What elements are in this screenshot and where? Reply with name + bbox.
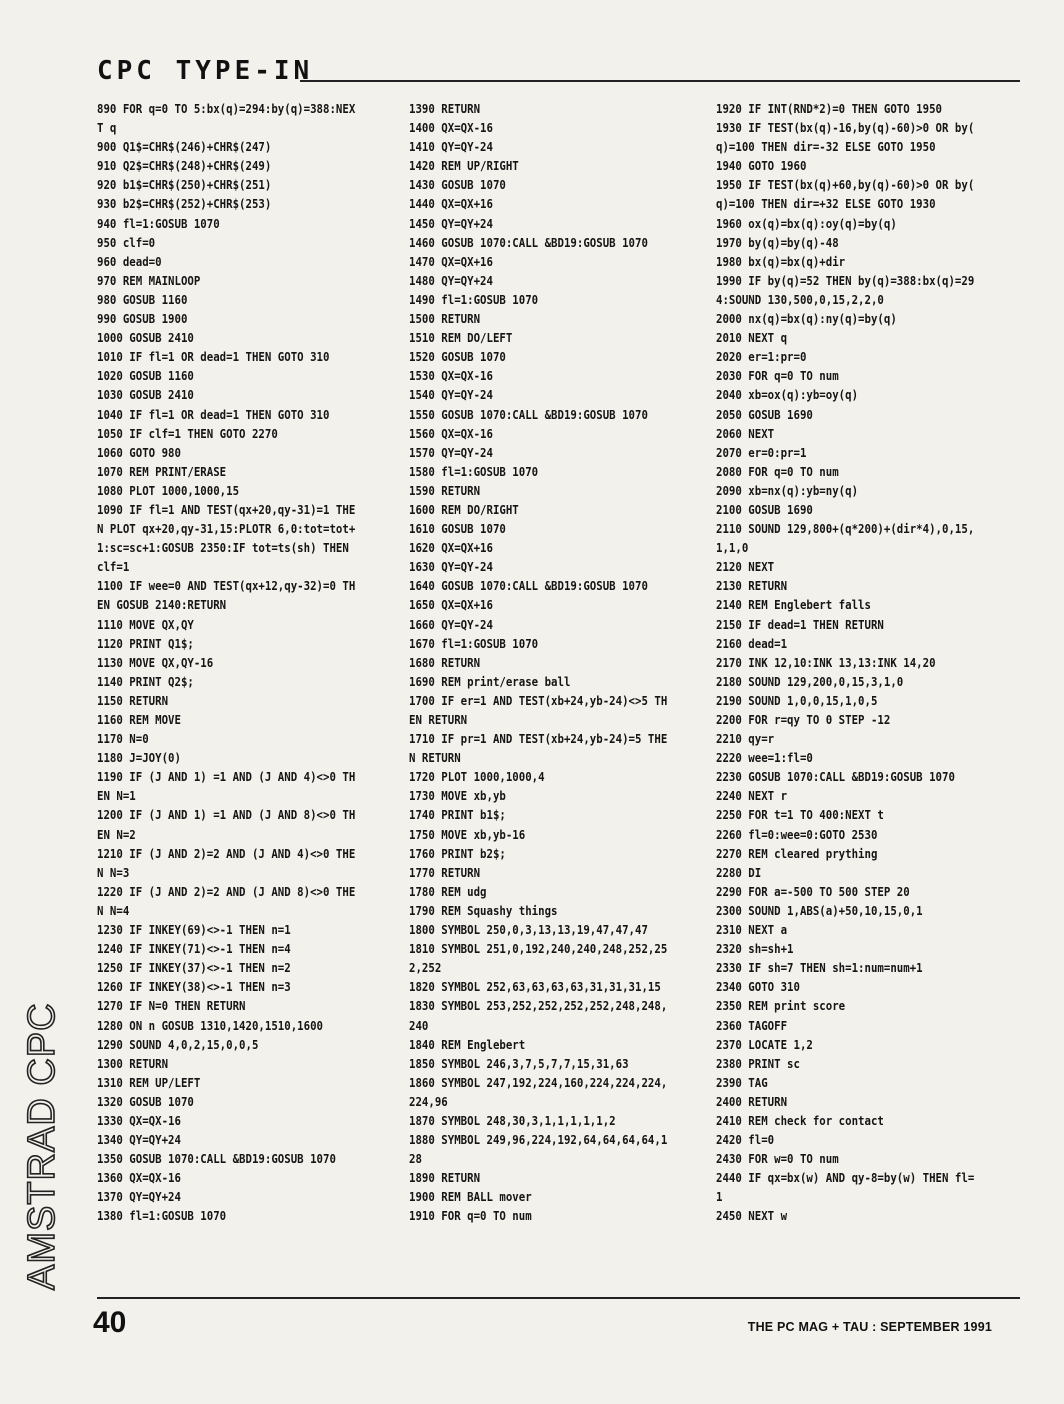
code-line: 2240 NEXT r bbox=[716, 789, 788, 804]
code-line: 2180 SOUND 129,200,0,15,3,1,0 bbox=[716, 674, 904, 689]
code-line: 1200 IF (J AND 1) =1 AND (J AND 8)<>0 TH bbox=[97, 808, 356, 823]
footer-rule bbox=[97, 1297, 1020, 1299]
code-line: 2070 er=0:pr=1 bbox=[716, 445, 807, 460]
code-line: 2350 REM print score bbox=[716, 999, 846, 1014]
code-line: 1680 RETURN bbox=[409, 655, 481, 670]
code-line: 1810 SYMBOL 251,0,192,240,240,248,252,25 bbox=[409, 942, 668, 957]
code-line: 1330 QX=QX-16 bbox=[97, 1113, 181, 1128]
code-line: 1150 RETURN bbox=[97, 693, 169, 708]
code-line: 900 Q1$=CHR$(246)+CHR$(247) bbox=[97, 140, 272, 155]
code-line: EN N=2 bbox=[97, 827, 136, 842]
code-line: 950 clf=0 bbox=[97, 235, 156, 250]
code-line: 940 fl=1:GOSUB 1070 bbox=[97, 216, 220, 231]
code-line: 1880 SYMBOL 249,96,224,192,64,64,64,64,1 bbox=[409, 1133, 668, 1148]
code-line: clf=1 bbox=[97, 560, 130, 575]
code-line: 1260 IF INKEY(38)<>-1 THEN n=3 bbox=[97, 980, 291, 995]
code-line: 1440 QX=QX+16 bbox=[409, 197, 493, 212]
code-line: 1930 IF TEST(bx(q)-16,by(q)-60)>0 OR by( bbox=[716, 121, 975, 136]
code-line: 1020 GOSUB 1160 bbox=[97, 369, 194, 384]
code-line: 1750 MOVE xb,yb-16 bbox=[409, 827, 526, 842]
code-line: 1720 PLOT 1000,1000,4 bbox=[409, 770, 545, 785]
code-line: 970 REM MAINLOOP bbox=[97, 273, 201, 288]
code-line: 1730 MOVE xb,yb bbox=[409, 789, 506, 804]
code-line: 1480 QY=QY+24 bbox=[409, 273, 493, 288]
code-line: q)=100 THEN dir=-32 ELSE GOTO 1950 bbox=[716, 140, 936, 155]
code-line: 2310 NEXT a bbox=[716, 923, 788, 938]
code-line: 1310 REM UP/LEFT bbox=[97, 1075, 201, 1090]
code-line: 1180 J=JOY(0) bbox=[97, 751, 181, 766]
code-line: 1340 QY=QY+24 bbox=[97, 1133, 181, 1148]
code-line: 2430 FOR w=0 TO num bbox=[716, 1152, 839, 1167]
code-line: 1960 ox(q)=bx(q):oy(q)=by(q) bbox=[716, 216, 897, 231]
code-line: 1080 PLOT 1000,1000,15 bbox=[97, 483, 240, 498]
code-line: 990 GOSUB 1900 bbox=[97, 312, 188, 327]
code-line: 1300 RETURN bbox=[97, 1056, 169, 1071]
code-line: 1430 GOSUB 1070 bbox=[409, 178, 506, 193]
code-line: 1860 SYMBOL 247,192,224,160,224,224,224, bbox=[409, 1075, 668, 1090]
code-line: 1400 QX=QX-16 bbox=[409, 121, 493, 136]
code-line: 1640 GOSUB 1070:CALL &BD19:GOSUB 1070 bbox=[409, 579, 648, 594]
code-line: 2000 nx(q)=bx(q):ny(q)=by(q) bbox=[716, 312, 897, 327]
code-line: 2050 GOSUB 1690 bbox=[716, 407, 813, 422]
code-line: 1 bbox=[716, 1190, 723, 1205]
code-line: 2370 LOCATE 1,2 bbox=[716, 1037, 813, 1052]
code-line: 1290 SOUND 4,0,2,15,0,0,5 bbox=[97, 1037, 259, 1052]
code-line: 1010 IF fl=1 OR dead=1 THEN GOTO 310 bbox=[97, 350, 330, 365]
code-line: 1520 GOSUB 1070 bbox=[409, 350, 506, 365]
code-line: 1460 GOSUB 1070:CALL &BD19:GOSUB 1070 bbox=[409, 235, 648, 250]
code-line: 1070 REM PRINT/ERASE bbox=[97, 464, 227, 479]
code-line: 960 dead=0 bbox=[97, 254, 162, 269]
code-line: 1390 RETURN bbox=[409, 102, 481, 116]
code-line: EN N=1 bbox=[97, 789, 136, 804]
code-line: 1550 GOSUB 1070:CALL &BD19:GOSUB 1070 bbox=[409, 407, 648, 422]
code-line: 1420 REM UP/RIGHT bbox=[409, 159, 519, 174]
code-line: 1600 REM DO/RIGHT bbox=[409, 502, 519, 517]
code-line: q)=100 THEN dir=+32 ELSE GOTO 1930 bbox=[716, 197, 936, 212]
code-line: 920 b1$=CHR$(250)+CHR$(251) bbox=[97, 178, 272, 193]
code-line: 2230 GOSUB 1070:CALL &BD19:GOSUB 1070 bbox=[716, 770, 955, 785]
code-line: 2390 TAG bbox=[716, 1075, 768, 1090]
code-line: 2400 RETURN bbox=[716, 1094, 788, 1109]
code-line: 1240 IF INKEY(71)<>-1 THEN n=4 bbox=[97, 942, 291, 957]
code-line: 2320 sh=sh+1 bbox=[716, 942, 794, 957]
code-line: 1490 fl=1:GOSUB 1070 bbox=[409, 292, 539, 307]
code-line: 1580 fl=1:GOSUB 1070 bbox=[409, 464, 539, 479]
code-line: 1650 QX=QX+16 bbox=[409, 598, 493, 613]
code-line: 1770 RETURN bbox=[409, 865, 481, 880]
code-line: 2330 IF sh=7 THEN sh=1:num=num+1 bbox=[716, 961, 923, 976]
code-line: 2280 DI bbox=[716, 865, 762, 880]
code-line: 1560 QX=QX-16 bbox=[409, 426, 493, 441]
code-line: 2340 GOTO 310 bbox=[716, 980, 800, 995]
code-line: 1000 GOSUB 2410 bbox=[97, 331, 194, 346]
page-header-title: CPC TYPE-IN bbox=[97, 56, 314, 86]
code-line: 1870 SYMBOL 248,30,3,1,1,1,1,1,2 bbox=[409, 1113, 616, 1128]
code-line: 1120 PRINT Q1$; bbox=[97, 636, 194, 651]
code-line: 1740 PRINT b1$; bbox=[409, 808, 506, 823]
code-line: 1470 QX=QX+16 bbox=[409, 254, 493, 269]
code-line: 1790 REM Squashy things bbox=[409, 903, 558, 918]
code-line: 2040 xb=ox(q):yb=oy(q) bbox=[716, 388, 859, 403]
code-line: 2140 REM Englebert falls bbox=[716, 598, 871, 613]
side-section-label: AMSTRAD CPC bbox=[21, 1002, 63, 1290]
code-line: 1950 IF TEST(bx(q)+60,by(q)-60)>0 OR by( bbox=[716, 178, 975, 193]
code-line: 890 FOR q=0 TO 5:bx(q)=294:by(q)=388:NEX bbox=[97, 102, 356, 116]
code-line: EN GOSUB 2140:RETURN bbox=[97, 598, 227, 613]
code-line: 2080 FOR q=0 TO num bbox=[716, 464, 839, 479]
header-rule bbox=[300, 80, 1020, 82]
code-line: 1450 QY=QY+24 bbox=[409, 216, 493, 231]
code-line: 1040 IF fl=1 OR dead=1 THEN GOTO 310 bbox=[97, 407, 330, 422]
code-line: 2020 er=1:pr=0 bbox=[716, 350, 807, 365]
code-line: 1610 GOSUB 1070 bbox=[409, 522, 506, 537]
code-line: 2220 wee=1:fl=0 bbox=[716, 751, 813, 766]
code-line: 1540 QY=QY-24 bbox=[409, 388, 493, 403]
code-line: 1530 QX=QX-16 bbox=[409, 369, 493, 384]
code-line: 1850 SYMBOL 246,3,7,5,7,7,15,31,63 bbox=[409, 1056, 629, 1071]
code-line: 2130 RETURN bbox=[716, 579, 788, 594]
code-line: 2200 FOR r=qy TO 0 STEP -12 bbox=[716, 713, 891, 727]
code-line: 1280 ON n GOSUB 1310,1420,1510,1600 bbox=[97, 1018, 323, 1033]
code-line: 980 GOSUB 1160 bbox=[97, 292, 188, 307]
code-line: 2260 fl=0:wee=0:GOTO 2530 bbox=[716, 827, 878, 842]
code-line: 1:sc=sc+1:GOSUB 2350:IF tot=ts(sh) THEN bbox=[97, 541, 349, 556]
code-line: 2170 INK 12,10:INK 13,13:INK 14,20 bbox=[716, 655, 936, 670]
code-line: 1,1,0 bbox=[716, 541, 749, 556]
code-line: 1210 IF (J AND 2)=2 AND (J AND 4)<>0 THE bbox=[97, 846, 356, 861]
code-line: 4:SOUND 130,500,0,15,2,2,0 bbox=[716, 292, 884, 307]
code-line: 1660 QY=QY-24 bbox=[409, 617, 493, 632]
code-line: 2290 FOR a=-500 TO 500 STEP 20 bbox=[716, 884, 910, 899]
code-line: 1820 SYMBOL 252,63,63,63,63,31,31,31,15 bbox=[409, 980, 661, 995]
code-line: 1050 IF clf=1 THEN GOTO 2270 bbox=[97, 426, 278, 441]
code-line: 1780 REM udg bbox=[409, 884, 487, 899]
code-line: 1230 IF INKEY(69)<>-1 THEN n=1 bbox=[97, 923, 291, 938]
code-line: 1970 by(q)=by(q)-48 bbox=[716, 235, 839, 250]
code-line: 1840 REM Englebert bbox=[409, 1037, 526, 1052]
code-line: 1620 QX=QX+16 bbox=[409, 541, 493, 556]
code-line: 2060 NEXT bbox=[716, 426, 775, 441]
code-line: 1630 QY=QY-24 bbox=[409, 560, 493, 575]
code-line: 1900 REM BALL mover bbox=[409, 1190, 532, 1205]
code-line: 2110 SOUND 129,800+(q*200)+(dir*4),0,15, bbox=[716, 522, 975, 537]
code-line: 1670 fl=1:GOSUB 1070 bbox=[409, 636, 539, 651]
code-line: 1100 IF wee=0 AND TEST(qx+12,qy-32)=0 TH bbox=[97, 579, 356, 594]
code-line: 1980 bx(q)=bx(q)+dir bbox=[716, 254, 846, 269]
code-line: 1140 PRINT Q2$; bbox=[97, 674, 194, 689]
listing-column-3 bbox=[716, 100, 974, 1227]
code-line: 1190 IF (J AND 1) =1 AND (J AND 4)<>0 TH bbox=[97, 770, 356, 785]
code-line: 1700 IF er=1 AND TEST(xb+24,yb-24)<>5 TH bbox=[409, 693, 668, 708]
code-line: 2,252 bbox=[409, 961, 442, 976]
code-line: 28 bbox=[409, 1152, 422, 1167]
code-line: 1250 IF INKEY(37)<>-1 THEN n=2 bbox=[97, 961, 291, 976]
code-line: 1990 IF by(q)=52 THEN by(q)=388:bx(q)=29 bbox=[716, 273, 975, 288]
code-line: 2160 dead=1 bbox=[716, 636, 788, 651]
code-line: 2250 FOR t=1 TO 400:NEXT t bbox=[716, 808, 884, 823]
code-line: 2210 qy=r bbox=[716, 732, 775, 747]
code-line: 2410 REM check for contact bbox=[716, 1113, 884, 1128]
code-line: 1570 QY=QY-24 bbox=[409, 445, 493, 460]
code-line: 1060 GOTO 980 bbox=[97, 445, 181, 460]
code-line: 1380 fl=1:GOSUB 1070 bbox=[97, 1209, 227, 1224]
code-line: EN RETURN bbox=[409, 713, 468, 727]
listing-column-1 bbox=[97, 100, 355, 1227]
code-line: 930 b2$=CHR$(252)+CHR$(253) bbox=[97, 197, 272, 212]
code-line: 2030 FOR q=0 TO num bbox=[716, 369, 839, 384]
code-line: 910 Q2$=CHR$(248)+CHR$(249) bbox=[97, 159, 272, 174]
code-line: 2270 REM cleared prything bbox=[716, 846, 878, 861]
code-line: 1030 GOSUB 2410 bbox=[97, 388, 194, 403]
code-line: 240 bbox=[409, 1018, 429, 1033]
code-line: 224,96 bbox=[409, 1094, 448, 1109]
code-line: 1910 FOR q=0 TO num bbox=[409, 1209, 532, 1224]
code-line: 1110 MOVE QX,QY bbox=[97, 617, 194, 632]
code-line: 1320 GOSUB 1070 bbox=[97, 1094, 194, 1109]
code-line: 2010 NEXT q bbox=[716, 331, 788, 346]
code-line: 1270 IF N=0 THEN RETURN bbox=[97, 999, 246, 1014]
code-line: 2360 TAGOFF bbox=[716, 1018, 788, 1033]
code-line: 1500 RETURN bbox=[409, 312, 481, 327]
code-line: N N=4 bbox=[97, 903, 130, 918]
code-line: 2190 SOUND 1,0,0,15,1,0,5 bbox=[716, 693, 878, 708]
code-line: 1760 PRINT b2$; bbox=[409, 846, 506, 861]
code-line: 1410 QY=QY-24 bbox=[409, 140, 493, 155]
code-line: 1710 IF pr=1 AND TEST(xb+24,yb-24)=5 THE bbox=[409, 732, 668, 747]
code-line: 1370 QY=QY+24 bbox=[97, 1190, 181, 1205]
code-line: 2420 fl=0 bbox=[716, 1133, 775, 1148]
code-line: 1890 RETURN bbox=[409, 1171, 481, 1186]
code-line: N RETURN bbox=[409, 751, 461, 766]
code-line: 1590 RETURN bbox=[409, 483, 481, 498]
code-line: 1170 N=0 bbox=[97, 732, 149, 747]
code-line: 1360 QX=QX-16 bbox=[97, 1171, 181, 1186]
listing-column-2 bbox=[409, 100, 667, 1227]
code-line: 2440 IF qx=bx(w) AND qy-8=by(w) THEN fl= bbox=[716, 1171, 975, 1186]
code-line: T q bbox=[97, 121, 117, 136]
code-line: 1800 SYMBOL 250,0,3,13,13,19,47,47,47 bbox=[409, 923, 648, 938]
code-line: 1160 REM MOVE bbox=[97, 713, 181, 727]
code-line: 2450 NEXT w bbox=[716, 1209, 788, 1224]
code-line: 2090 xb=nx(q):yb=ny(q) bbox=[716, 483, 859, 498]
code-line: 2150 IF dead=1 THEN RETURN bbox=[716, 617, 884, 632]
code-line: 1510 REM DO/LEFT bbox=[409, 331, 513, 346]
code-line: 1220 IF (J AND 2)=2 AND (J AND 8)<>0 THE bbox=[97, 884, 356, 899]
publication-footer: THE PC MAG + TAU : SEPTEMBER 1991 bbox=[747, 1320, 992, 1334]
code-line: 2300 SOUND 1,ABS(a)+50,10,15,0,1 bbox=[716, 903, 923, 918]
code-line: 2380 PRINT sc bbox=[716, 1056, 800, 1071]
code-line: N N=3 bbox=[97, 865, 130, 880]
code-line: 1130 MOVE QX,QY-16 bbox=[97, 655, 214, 670]
page-number: 40 bbox=[93, 1306, 127, 1339]
code-line: 1350 GOSUB 1070:CALL &BD19:GOSUB 1070 bbox=[97, 1152, 336, 1167]
code-line: 1690 REM print/erase ball bbox=[409, 674, 571, 689]
code-line: 2100 GOSUB 1690 bbox=[716, 502, 813, 517]
code-line: N PLOT qx+20,qy-31,15:PLOTR 6,0:tot=tot+ bbox=[97, 522, 356, 537]
code-line: 1090 IF fl=1 AND TEST(qx+20,qy-31)=1 THE bbox=[97, 502, 356, 517]
code-line: 1940 GOTO 1960 bbox=[716, 159, 807, 174]
code-line: 1830 SYMBOL 253,252,252,252,252,248,248, bbox=[409, 999, 668, 1014]
code-line: 2120 NEXT bbox=[716, 560, 775, 575]
code-line: 1920 IF INT(RND*2)=0 THEN GOTO 1950 bbox=[716, 102, 942, 116]
